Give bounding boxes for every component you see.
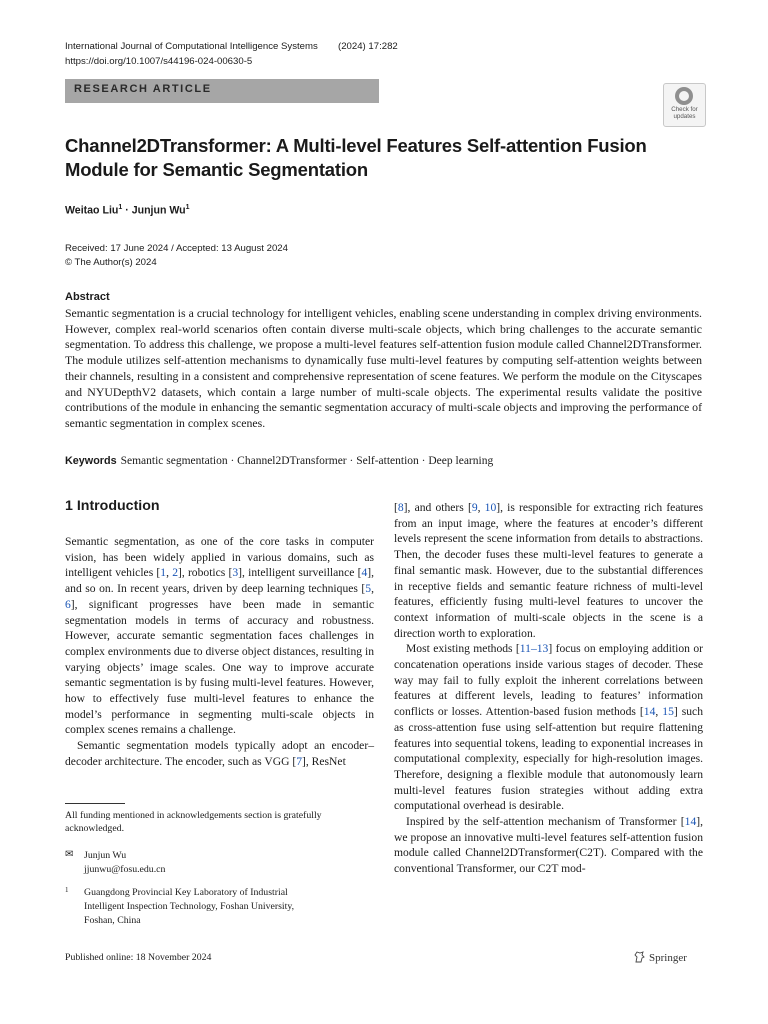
springer-horse-icon: [634, 951, 645, 966]
affiliation-line: Foshan, China: [84, 915, 141, 926]
section-heading: 1 Introduction: [65, 498, 160, 514]
paragraph: Semantic segmentation models typically adopt an encoder–decoder architecture. The encoder, such as VGG [7], ResNet: [65, 739, 374, 768]
citation-link[interactable]: 11–13: [519, 642, 549, 656]
author-separator: ·: [122, 204, 132, 217]
publisher-name: Springer: [649, 952, 687, 965]
funding-note: All funding mentioned in acknowledgements section is gratefully acknowledged.: [65, 810, 322, 835]
contact-email[interactable]: jjunwu@fosu.edu.cn: [84, 864, 166, 875]
paragraph: Most existing methods [11–13] focus on employing addition or concatenation operations inside various stages of decoder. These way may fail to fully exploit the inherent correlations between features at different levels, leading to features’ information conflicts or losses. Attention-based fusion methods [14, 15] such as cross-attention fuse using self-attention but require flattening features into sequential tokens, leading to exponential increases in computational complexity, especially for high-resolution images. Therefore, designing a flexible module that autonomously learn multi-level features fusion strategies without adding extra computational overhead is desirable.: [394, 642, 703, 813]
article-dates: [65, 242, 288, 269]
right-column: [394, 500, 703, 877]
published-date: Published online: 18 November 2024: [65, 952, 212, 963]
contact-name: Junjun Wu: [84, 850, 127, 861]
paragraph: Inspired by the self-attention mechanism of Transformer [14], we propose an innovative multi-level features self-attention fusion module called Channel2DTransformer(C2T). Compared with the conventional Transformer, our C2T mod-: [394, 815, 703, 876]
paragraph: [8], and others [9, 10], is responsible for extracting rich features from an input image, where the features at encoder’s different levels represent the scene information from details to abstractions. Then, the decoder fuses these multi-level features to generate a final semantic mask. However, due to the substantial differences in receptive fields and semantic feature richness of multi-level features, efficiently fusing multi-level features to uncover the context information of multi-scale objects in the scene is a direction worth to exploration.: [394, 501, 704, 640]
left-column: [65, 534, 374, 770]
keywords: [65, 455, 493, 467]
affiliation-number: 1: [65, 886, 69, 894]
citation-link[interactable]: 4: [361, 566, 368, 580]
paragraph: Semantic segmentation, as one of the core tasks in computer vision, has been widely applied in various domains, such as intelligent vehicles [1, 2], robotics [3], intelligent surveillance [4], and so on. In recent years, driven by deep learning techniques [5, 6], significant progresses have been made in semantic segmentation models in terms of accuracy and robustness. However, accurate semantic segmentation faces challenges in complex environments due to diverse object distances, resulting in varying objects’ image scales. One way to improve accurate semantic segmentation is by fusing multi-level features. However, how to effectively fuse multi-level features to enhance the model’s performance in segmenting multi-scale objects in complex scenes remains a challenge.: [65, 535, 374, 737]
citation-link[interactable]: 15: [662, 705, 674, 719]
footnote-divider: [65, 803, 125, 804]
citation-link[interactable]: 10: [484, 501, 497, 514]
keywords-text: Semantic segmentation · Channel2DTransformer · Self-attention · Deep learning: [120, 455, 494, 467]
affiliation-line: Intelligent Inspection Technology, Foshan University,: [84, 901, 295, 912]
check-for-updates-icon[interactable]: [663, 83, 706, 127]
abstract-text: Semantic segmentation is a crucial technology for intelligent vehicles, enabling scene understanding in complex driving environments. However, complex real-world scenarios often contain diverse multi-scale objects, which bring challenges to the accurate semantic segmentation. To address this challenge, we propose a multi-level features self-attention fusion module called Channel2DTransformer. The module utilizes self-attention mechanisms to dynamically fuse multi-level features by computing self-attention weights between their channels, resulting in a consistent and comprehensive representation of scene features. We perform the module on the Cityscapes and NYUDepthV2 datasets, which contain a large number of multi-scale objects. The experimental results validate the positive contributions of the module in enhancing the semantic segmentation accuracy of multi-scale objects and improving the performance of semantic segmentation in complex scenes.: [65, 306, 702, 430]
author-list: [65, 204, 190, 217]
abstract-heading: Abstract: [65, 291, 110, 303]
article-type-label: RESEARCH ARTICLE: [74, 83, 212, 95]
citation-link[interactable]: 2: [172, 566, 178, 580]
citation-link[interactable]: 3: [232, 566, 239, 580]
affiliation-line: Guangdong Provincial Key Laboratory of Industrial: [84, 887, 288, 898]
affiliation: [84, 886, 364, 928]
publisher-logo: [634, 951, 687, 966]
citation-link[interactable]: 6: [65, 597, 71, 611]
keywords-label: Keywords: [65, 455, 117, 467]
affiliation-marker: 1: [118, 204, 123, 211]
doi-link[interactable]: https://doi.org/10.1007/s44196-024-00630-5: [65, 56, 253, 67]
citation-link[interactable]: 14: [684, 815, 697, 829]
article-type-banner: [65, 79, 379, 103]
affiliation-marker: 1: [185, 204, 190, 211]
journal-name: International Journal of Computational Intelligence Systems: [65, 41, 318, 52]
copyright-line: © The Author(s) 2024: [65, 256, 157, 268]
citation-link[interactable]: 1: [160, 566, 167, 580]
citation-link[interactable]: 8: [397, 501, 404, 514]
citation-link[interactable]: 5: [365, 582, 372, 596]
journal-volume: (2024) 17:282: [338, 41, 398, 52]
author-name[interactable]: Junjun Wu: [131, 204, 186, 217]
citation-link[interactable]: 7: [296, 754, 302, 768]
envelope-icon: ✉: [65, 849, 74, 860]
journal-header: [65, 41, 398, 52]
paper-title: Channel2DTransformer: A Multi-level Features Self-attention Fusion Module for Semantic Segmentation: [65, 135, 647, 180]
author-name[interactable]: Weitao Liu: [65, 204, 119, 217]
citation-link[interactable]: 14: [643, 705, 656, 719]
citation-link[interactable]: 9: [471, 501, 478, 514]
check-for-updates-label: Check for updates: [671, 106, 698, 120]
corresponding-author: [84, 849, 165, 877]
received-accepted: Received: 17 June 2024 / Accepted: 13 August 2024: [65, 243, 288, 254]
